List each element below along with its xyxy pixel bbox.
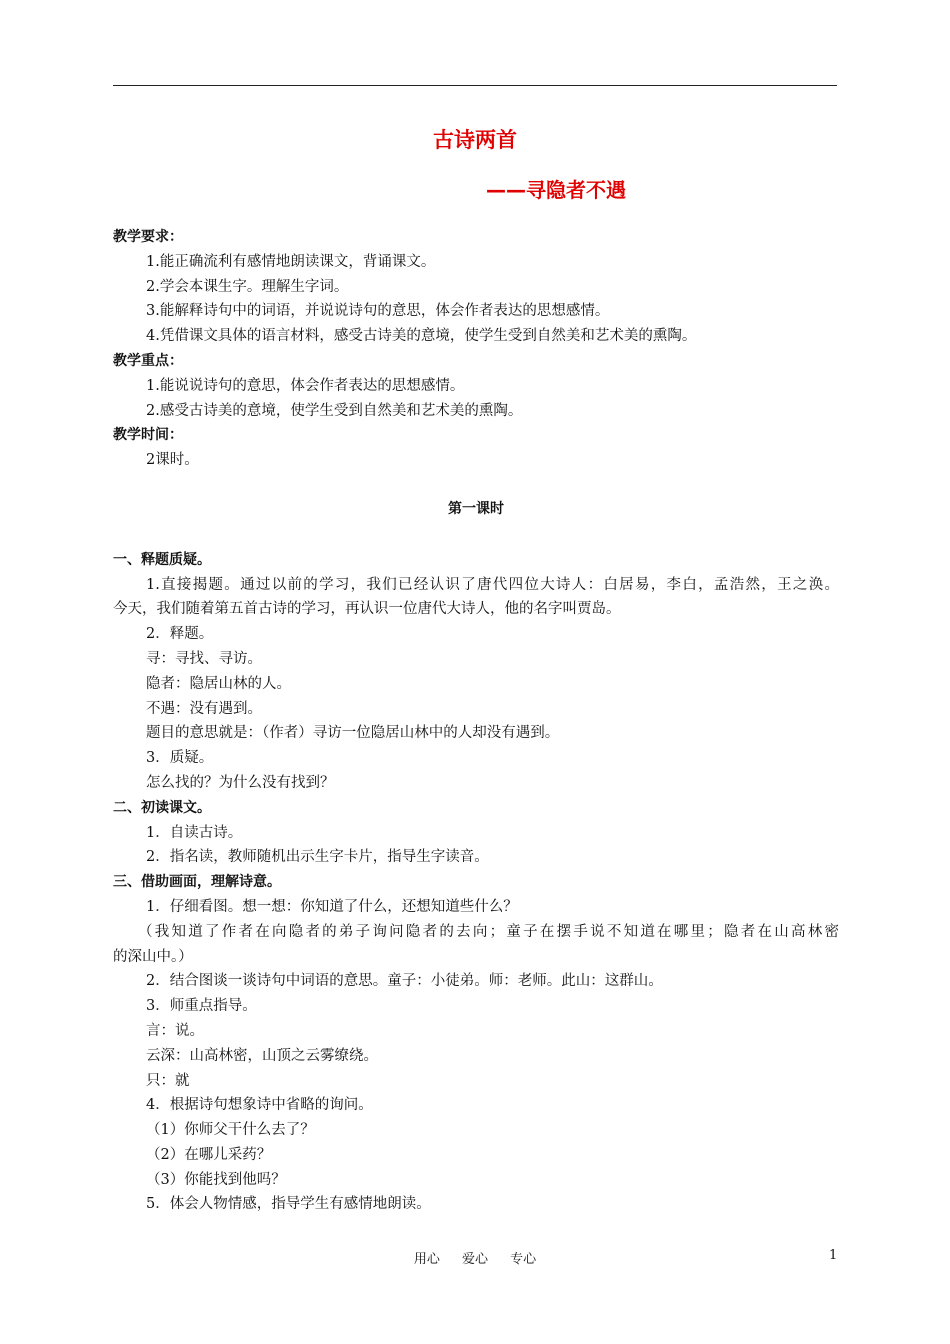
- section2-heading: 二、初读课文。: [113, 799, 211, 816]
- footer: [0, 1248, 950, 1267]
- section3-line: （1）你师父干什么去了？: [146, 1122, 315, 1139]
- section2-line: 1．自读古诗。: [146, 824, 243, 841]
- footer-text: 爱心: [461, 1252, 488, 1267]
- section1-line: 寻：寻找、寻访。: [146, 650, 262, 667]
- section3-line: 5．体会人物情感，指导学生有感情地朗读。: [146, 1196, 431, 1213]
- section3-line: 3．师重点指导。: [146, 998, 257, 1015]
- goal-item: 4.凭借课文具体的语言材料，感受古诗美的意境，使学生受到自然美和艺术美的熏陶。: [146, 328, 697, 345]
- section3-line: 云深：山高林密，山顶之云雾缭绕。: [146, 1047, 378, 1064]
- lesson-title: 第一课时: [448, 500, 504, 517]
- section3-line: （3）你能找到他吗？: [146, 1171, 286, 1188]
- goals-heading: 教学要求：: [113, 229, 183, 245]
- section3-line: 只：就: [146, 1072, 190, 1089]
- footer-text: 专心: [510, 1252, 537, 1267]
- header-rule: [113, 85, 837, 86]
- section3-line: （2）在哪儿采药？: [146, 1146, 272, 1163]
- time-heading: 教学时间：: [113, 427, 183, 444]
- key-point-item: 2.感受古诗美的意境，使学生受到自然美和艺术美的熏陶。: [146, 402, 523, 419]
- key-points-heading: 教学重点：: [113, 352, 183, 369]
- section1-heading: 一、释题质疑。: [113, 551, 211, 568]
- section1-paragraph-line: 今天，我们随着第五首古诗的学习，再认识一位唐代大诗人，他的名字叫贾岛。: [113, 601, 621, 618]
- document-body: [113, 225, 839, 1217]
- section1-line: 怎么找的？为什么没有找到？: [146, 774, 335, 791]
- section1-line: 不遇：没有遇到。: [146, 700, 262, 717]
- section1-line: 3．质疑。: [146, 750, 214, 767]
- goal-item: 3.能解释诗句中的词语，并说说诗句的意思，体会作者表达的思想感情。: [146, 303, 610, 320]
- section3-line: 的深山中。）: [113, 948, 193, 965]
- section1-line: 2．释题。: [146, 626, 214, 643]
- page-number: 1: [829, 1248, 838, 1263]
- section3-line: 4．根据诗句想象诗中省略的询问。: [146, 1097, 373, 1114]
- page-title: 古诗两首: [433, 128, 517, 152]
- section3-line: 2．结合图谈一谈诗句中词语的意思。童子：小徒弟。师：老师。此山：这群山。: [146, 973, 663, 990]
- goal-item: 2.学会本课生字。理解生字词。: [146, 278, 349, 295]
- section2-line: 2．指名读，教师随机出示生字卡片，指导生字读音。: [146, 849, 489, 866]
- key-point-item: 1.能说说诗句的意思，体会作者表达的思想感情。: [146, 377, 465, 394]
- footer-text: 用心: [413, 1252, 440, 1267]
- section1-paragraph-line: 1.直接揭题。通过以前的学习，我们已经认识了唐代四位大诗人：白居易，李白，孟浩然，王之涣。: [146, 576, 839, 593]
- section3-heading: 三、借助画面，理解诗意。: [113, 874, 281, 891]
- time-value: 2课时。: [146, 452, 199, 469]
- goal-item: 1.能正确流利有感情地朗读课文，背诵课文。: [146, 253, 436, 270]
- section3-line: 1．仔细看图。想一想：你知道了什么，还想知道些什么？: [146, 898, 518, 915]
- section3-line: 言：说。: [146, 1022, 204, 1039]
- section3-line: （我知道了作者在向隐者的弟子询问隐者的去向；童子在摆手说不知道在哪里；隐者在山高林密: [138, 923, 839, 940]
- section1-line: 隐者：隐居山林的人。: [146, 675, 291, 692]
- page-subtitle: ——寻隐者不遇: [486, 178, 626, 202]
- section1-line: 题目的意思就是：（作者）寻访一位隐居山林中的人却没有遇到。: [146, 725, 560, 742]
